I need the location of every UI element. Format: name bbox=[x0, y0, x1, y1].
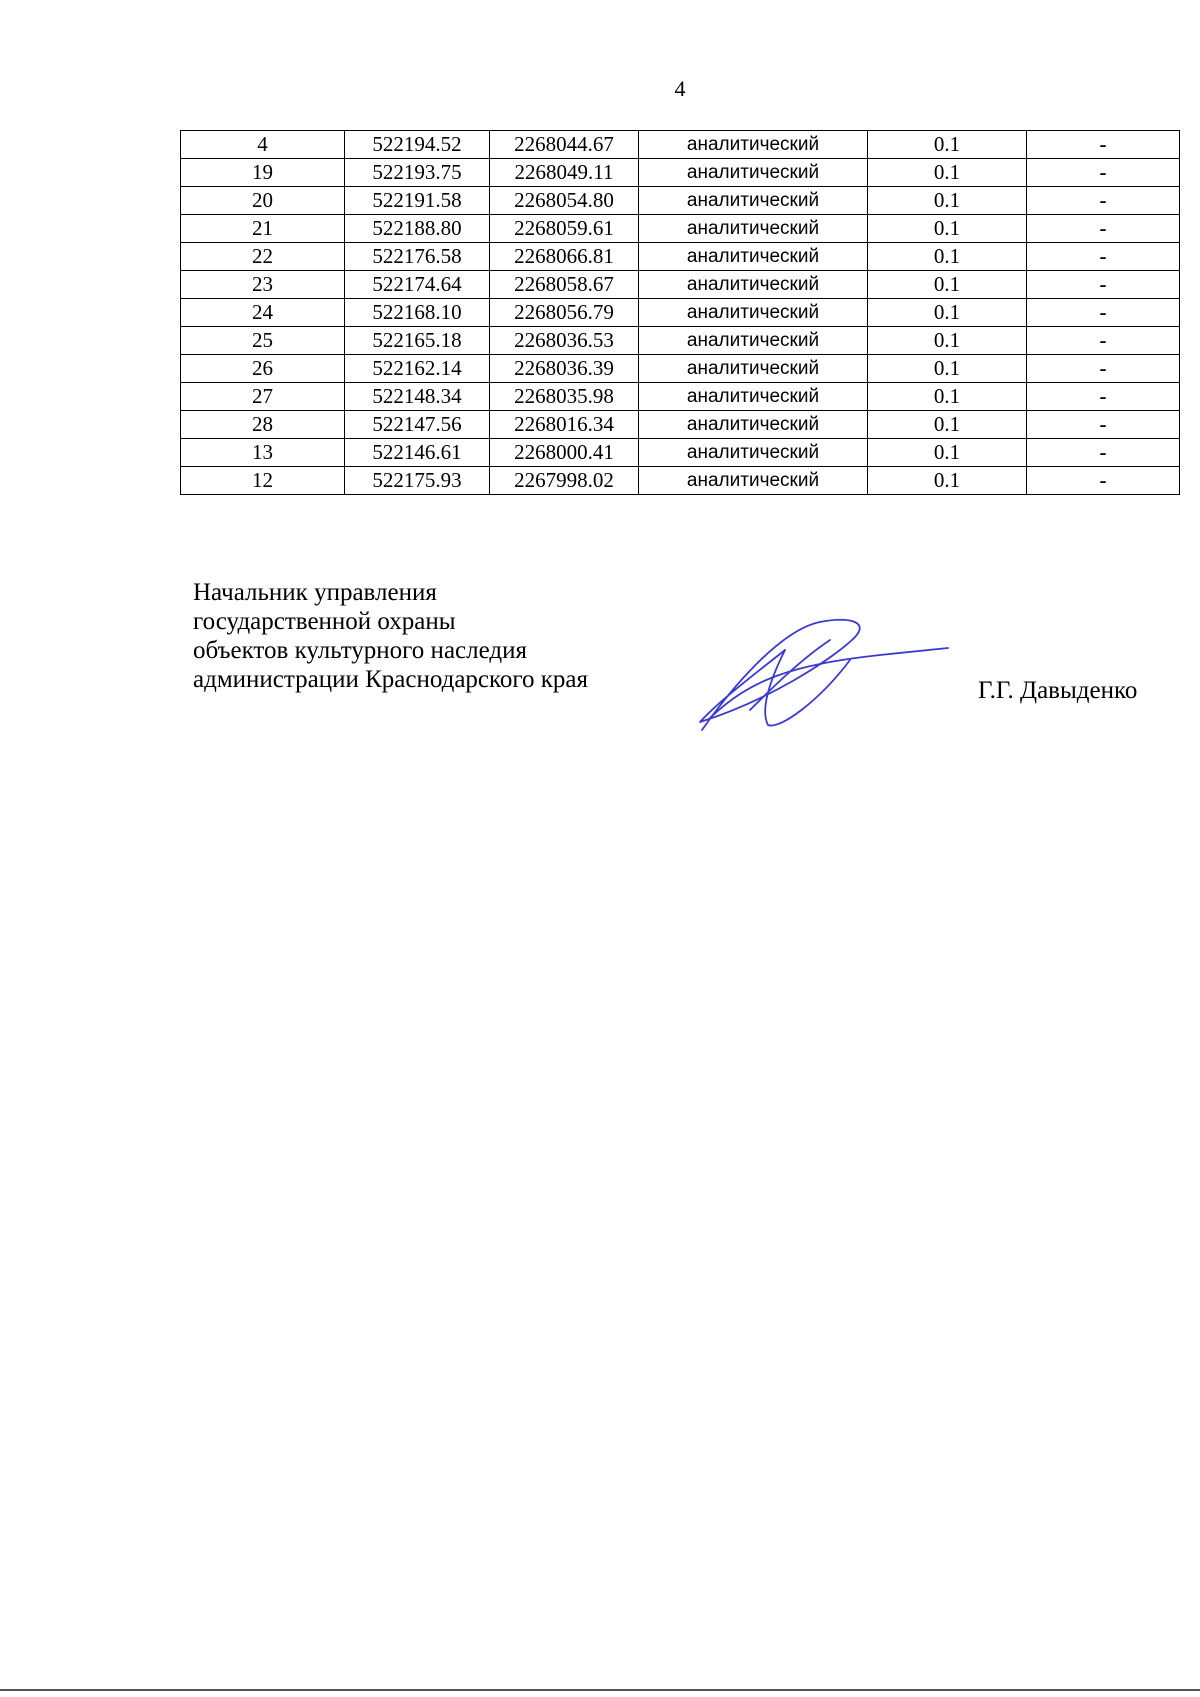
cell-y-coordinate: 2268058.67 bbox=[490, 271, 639, 299]
cell-method: аналитический bbox=[639, 187, 868, 215]
cell-note: - bbox=[1027, 299, 1180, 327]
cell-precision: 0.1 bbox=[868, 411, 1027, 439]
cell-x-coordinate: 522175.93 bbox=[345, 467, 490, 495]
cell-method: аналитический bbox=[639, 215, 868, 243]
signatory-name: Г.Г. Давыденко bbox=[978, 677, 1138, 704]
cell-y-coordinate: 2268035.98 bbox=[490, 383, 639, 411]
cell-precision: 0.1 bbox=[868, 439, 1027, 467]
cell-precision: 0.1 bbox=[868, 467, 1027, 495]
cell-method: аналитический bbox=[639, 159, 868, 187]
cell-method: аналитический bbox=[639, 467, 868, 495]
table-row bbox=[181, 159, 1180, 187]
table-row bbox=[181, 355, 1180, 383]
table-row bbox=[181, 215, 1180, 243]
cell-x-coordinate: 522188.80 bbox=[345, 215, 490, 243]
cell-note: - bbox=[1027, 159, 1180, 187]
table-row bbox=[181, 131, 1180, 159]
cell-precision: 0.1 bbox=[868, 299, 1027, 327]
cell-y-coordinate: 2268036.53 bbox=[490, 327, 639, 355]
cell-x-coordinate: 522165.18 bbox=[345, 327, 490, 355]
cell-precision: 0.1 bbox=[868, 355, 1027, 383]
table-row bbox=[181, 467, 1180, 495]
cell-precision: 0.1 bbox=[868, 187, 1027, 215]
cell-method: аналитический bbox=[639, 411, 868, 439]
cell-point-number: 12 bbox=[181, 467, 345, 495]
cell-point-number: 28 bbox=[181, 411, 345, 439]
cell-precision: 0.1 bbox=[868, 243, 1027, 271]
table-row bbox=[181, 299, 1180, 327]
cell-precision: 0.1 bbox=[868, 159, 1027, 187]
cell-precision: 0.1 bbox=[868, 131, 1027, 159]
signatory-position-line: Начальник управления bbox=[193, 579, 437, 606]
page-bottom-divider bbox=[0, 1689, 1200, 1691]
cell-method: аналитический bbox=[639, 271, 868, 299]
cell-y-coordinate: 2268044.67 bbox=[490, 131, 639, 159]
handwritten-signature bbox=[690, 610, 950, 740]
cell-point-number: 27 bbox=[181, 383, 345, 411]
table-row bbox=[181, 439, 1180, 467]
cell-y-coordinate: 2267998.02 bbox=[490, 467, 639, 495]
cell-method: аналитический bbox=[639, 439, 868, 467]
cell-y-coordinate: 2268049.11 bbox=[490, 159, 639, 187]
cell-method: аналитический bbox=[639, 327, 868, 355]
cell-note: - bbox=[1027, 439, 1180, 467]
cell-x-coordinate: 522193.75 bbox=[345, 159, 490, 187]
table-row bbox=[181, 187, 1180, 215]
signatory-position bbox=[193, 578, 588, 694]
cell-point-number: 23 bbox=[181, 271, 345, 299]
cell-precision: 0.1 bbox=[868, 215, 1027, 243]
table-row bbox=[181, 271, 1180, 299]
table-row bbox=[181, 411, 1180, 439]
cell-y-coordinate: 2268000.41 bbox=[490, 439, 639, 467]
cell-point-number: 13 bbox=[181, 439, 345, 467]
table-row bbox=[181, 383, 1180, 411]
cell-y-coordinate: 2268066.81 bbox=[490, 243, 639, 271]
cell-note: - bbox=[1027, 131, 1180, 159]
cell-method: аналитический bbox=[639, 299, 868, 327]
cell-x-coordinate: 522194.52 bbox=[345, 131, 490, 159]
coordinates-table bbox=[180, 130, 1180, 495]
cell-point-number: 21 bbox=[181, 215, 345, 243]
cell-note: - bbox=[1027, 243, 1180, 271]
cell-x-coordinate: 522148.34 bbox=[345, 383, 490, 411]
cell-note: - bbox=[1027, 187, 1180, 215]
cell-x-coordinate: 522162.14 bbox=[345, 355, 490, 383]
cell-note: - bbox=[1027, 355, 1180, 383]
cell-x-coordinate: 522146.61 bbox=[345, 439, 490, 467]
cell-point-number: 4 bbox=[181, 131, 345, 159]
signatory-position-line: государственной охраны bbox=[193, 608, 456, 635]
coordinates-table-body bbox=[181, 131, 1180, 495]
cell-y-coordinate: 2268054.80 bbox=[490, 187, 639, 215]
cell-x-coordinate: 522174.64 bbox=[345, 271, 490, 299]
cell-method: аналитический bbox=[639, 131, 868, 159]
cell-x-coordinate: 522176.58 bbox=[345, 243, 490, 271]
table-row bbox=[181, 327, 1180, 355]
cell-point-number: 19 bbox=[181, 159, 345, 187]
cell-y-coordinate: 2268016.34 bbox=[490, 411, 639, 439]
cell-point-number: 24 bbox=[181, 299, 345, 327]
cell-precision: 0.1 bbox=[868, 383, 1027, 411]
cell-y-coordinate: 2268056.79 bbox=[490, 299, 639, 327]
cell-point-number: 22 bbox=[181, 243, 345, 271]
cell-x-coordinate: 522168.10 bbox=[345, 299, 490, 327]
cell-y-coordinate: 2268059.61 bbox=[490, 215, 639, 243]
cell-method: аналитический bbox=[639, 243, 868, 271]
cell-note: - bbox=[1027, 411, 1180, 439]
cell-y-coordinate: 2268036.39 bbox=[490, 355, 639, 383]
cell-x-coordinate: 522147.56 bbox=[345, 411, 490, 439]
cell-method: аналитический bbox=[639, 383, 868, 411]
cell-note: - bbox=[1027, 383, 1180, 411]
signatory-position-line: администрации Краснодарского края bbox=[193, 666, 589, 693]
cell-point-number: 20 bbox=[181, 187, 345, 215]
cell-precision: 0.1 bbox=[868, 271, 1027, 299]
signatory-position-line: объектов культурного наследия bbox=[193, 637, 527, 664]
cell-precision: 0.1 bbox=[868, 327, 1027, 355]
cell-note: - bbox=[1027, 327, 1180, 355]
cell-note: - bbox=[1027, 271, 1180, 299]
page-number: 4 bbox=[674, 76, 686, 101]
cell-method: аналитический bbox=[639, 355, 868, 383]
cell-point-number: 25 bbox=[181, 327, 345, 355]
cell-point-number: 26 bbox=[181, 355, 345, 383]
table-row bbox=[181, 243, 1180, 271]
cell-note: - bbox=[1027, 467, 1180, 495]
cell-x-coordinate: 522191.58 bbox=[345, 187, 490, 215]
cell-note: - bbox=[1027, 215, 1180, 243]
